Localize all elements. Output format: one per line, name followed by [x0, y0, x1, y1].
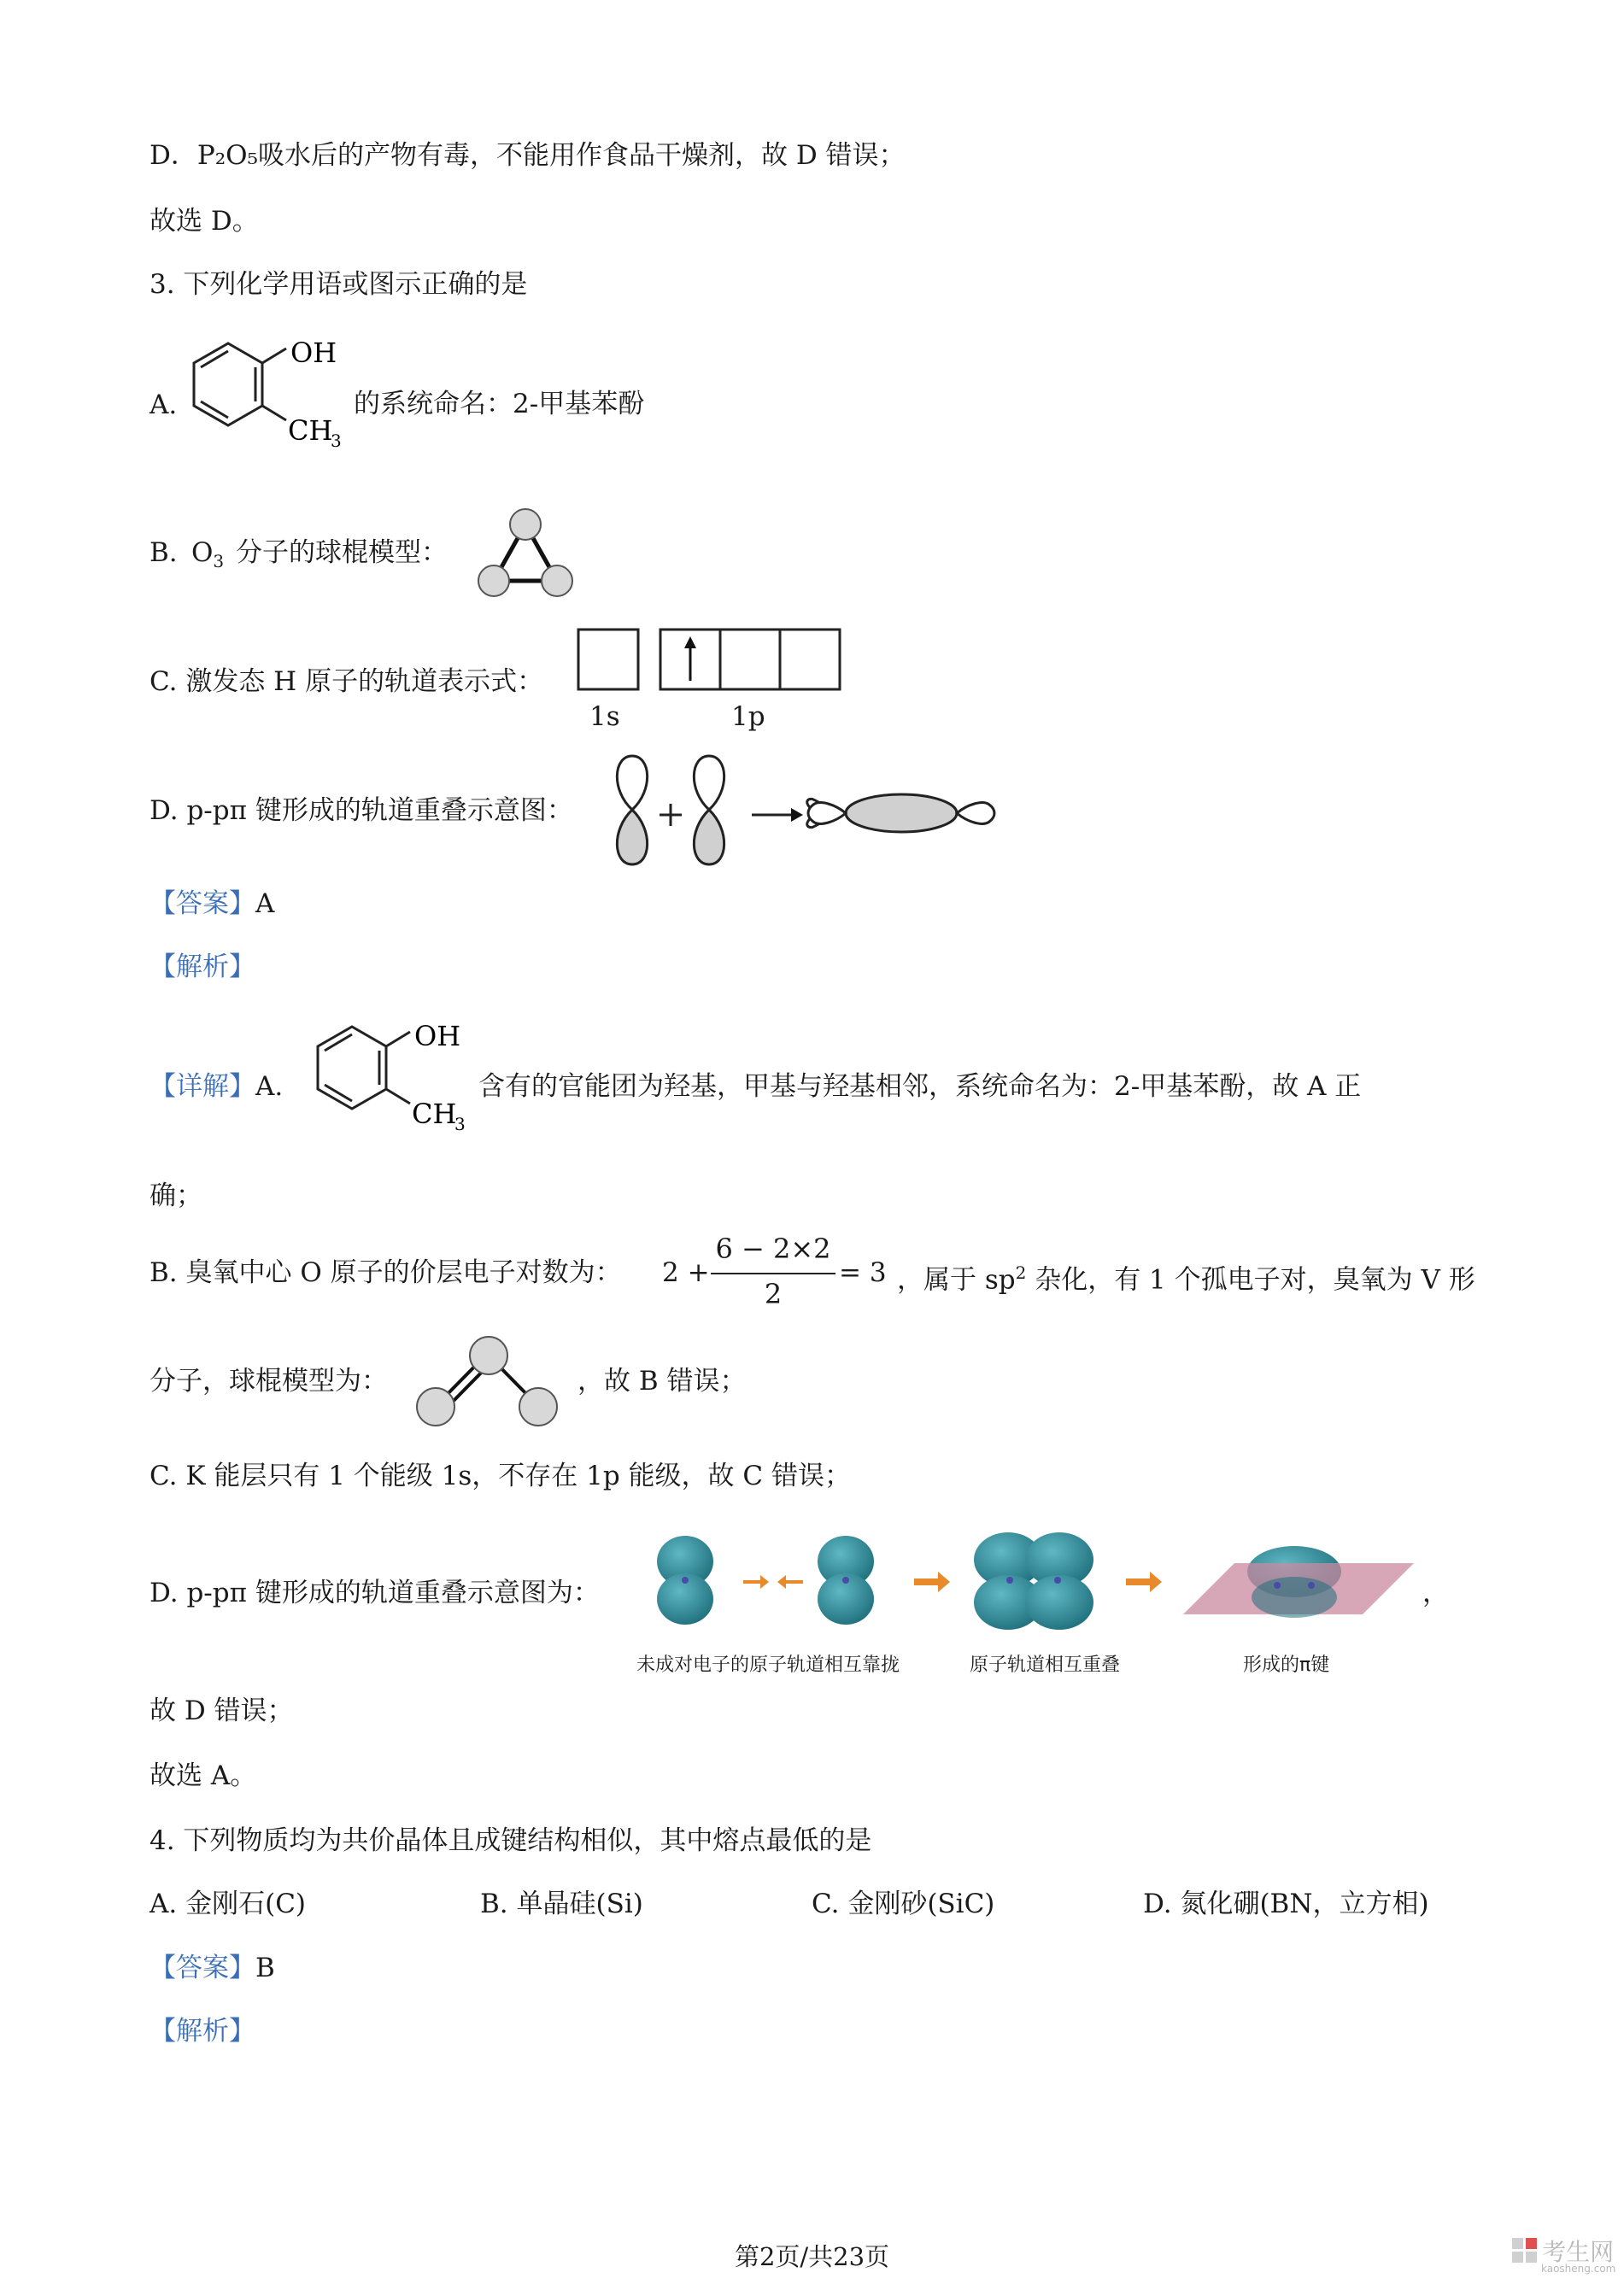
question-4: 4. 下列物质均为共价晶体且成键结构相似，其中熔点最低的是 — [150, 1825, 872, 1856]
option-a-label: A. — [150, 390, 178, 420]
oh-label: OH — [414, 1020, 461, 1052]
o-cresol-structure-detail — [308, 1016, 478, 1136]
detail-c-text: C. K 能层只有 1 个能级 1s，不存在 1p 能级，故 C 错误； — [150, 1461, 851, 1491]
detail-b-text: B. 臭氧中心 O 原子的价层电子对数为： — [150, 1257, 622, 1288]
orbital-diagram — [577, 628, 850, 696]
detail-d-comma: ， — [1422, 1578, 1449, 1608]
watermark-icon — [1512, 2238, 1538, 2264]
detail-b2-after: ，故 B 错误； — [577, 1366, 747, 1397]
watermark-site: kaosheng.com — [1541, 2263, 1616, 2275]
detail-d-end: 故 D 错误； — [150, 1696, 294, 1726]
option-d-text: D. p-pπ 键形成的轨道重叠示意图： — [150, 795, 573, 826]
detail-d-text: D. p-pπ 键形成的轨道重叠示意图为： — [150, 1578, 600, 1608]
watermark-logo — [1512, 2234, 1615, 2275]
ch-sub-label: 3 — [331, 430, 342, 451]
question-3: 3. 下列化学用语或图示正确的是 — [150, 269, 528, 300]
oh-label: OH — [290, 337, 337, 369]
detail-b2-text: 分子，球棍模型为： — [150, 1366, 388, 1397]
formula-two: 2 + — [662, 1257, 710, 1288]
detail-a-cont: 确； — [150, 1180, 202, 1211]
watermark-name: 考生网 — [1542, 2238, 1615, 2266]
option-b-text: 分子的球棍模型： — [236, 537, 448, 568]
ch-label: CH — [288, 414, 333, 447]
text-line: D．P₂O₅吸水后的产物有毒，不能用作食品干燥剂，故 D 错误； — [150, 140, 906, 171]
option-b-formula: $O_3$ — [191, 537, 225, 572]
option-b-label: B. — [150, 537, 178, 568]
text-line: 故选 D。 — [150, 206, 259, 237]
fraction-numerator: 6 − 2×2 — [715, 1233, 831, 1265]
p-orbital-sigma-sketch — [598, 752, 1000, 871]
label-1s: 1s — [589, 701, 620, 732]
option-a-text: 的系统命名：2-甲基苯酚 — [354, 389, 645, 419]
detail-b-after: ，属于 $sp^2$ 杂化，有 1 个孤电子对，臭氧为 V 形 — [897, 1262, 1475, 1296]
o-cresol-structure — [184, 333, 355, 453]
caption-pi-bond: 形成的π键 — [1243, 1655, 1330, 1676]
detail-a-text: 含有的官能团为羟基，甲基与羟基相邻，系统命名为：2-甲基苯酚，故 A 正 — [478, 1071, 1362, 1102]
detail-a-label: 【详解】A. — [150, 1071, 284, 1102]
q4-option-d: D. 氮化硼(BN，立方相) — [1143, 1889, 1429, 1919]
answer-line: 【答案】A — [150, 888, 275, 919]
q4-option-a: A. 金刚石(C) — [150, 1889, 307, 1919]
v-shape-ball-stick-model — [410, 1328, 564, 1431]
fraction-bar — [711, 1273, 835, 1274]
fraction-denominator: 2 — [764, 1278, 783, 1310]
analysis-label-2: 【解析】 — [150, 2016, 255, 2047]
formula-eq: = 3 — [839, 1257, 887, 1288]
caption-overlap: 原子轨道相互重叠 — [970, 1655, 1121, 1676]
option-c-text: C. 激发态 H 原子的轨道表示式： — [150, 666, 544, 697]
choose-line: 故选 A。 — [150, 1760, 257, 1791]
caption-approach: 未成对电子的原子轨道相互靠拢 — [636, 1655, 900, 1676]
triangle-ball-stick-model — [470, 506, 581, 608]
label-1p: 1p — [731, 701, 765, 732]
q4-option-b: B. 单晶硅(Si) — [480, 1889, 643, 1919]
ch-label: CH — [412, 1098, 457, 1130]
pi-bond-formation-figure — [632, 1529, 1427, 1631]
ch-sub-label: 3 — [454, 1114, 466, 1134]
q4-option-c: C. 金刚砂(SiC) — [812, 1889, 995, 1919]
page-footer: 第2页/共23页 — [734, 2242, 890, 2271]
answer-line-2: 【答案】B — [150, 1953, 275, 1983]
analysis-label: 【解析】 — [150, 952, 255, 982]
